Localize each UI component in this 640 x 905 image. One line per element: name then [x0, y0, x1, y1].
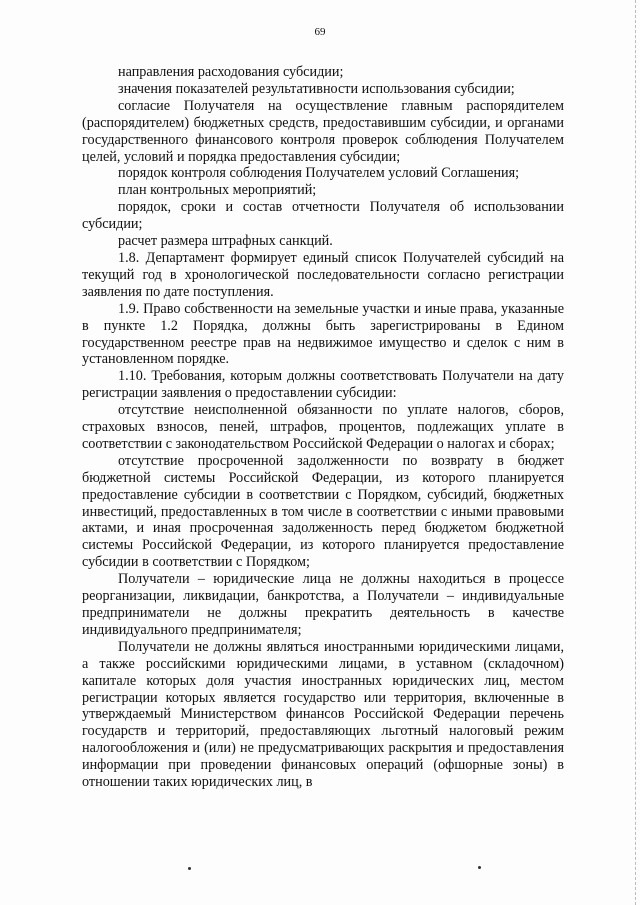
paragraph: 1.10. Требования, которым должны соответствовать Получатели на дату регистрации заявления о предоставлении субсидии:: [82, 368, 564, 402]
paragraph: Получатели – юридические лица не должны находиться в процессе реорганизации, ликвидации, банкротства, а Получатели – индивидуальные предприниматели не должны прекратить деятельность в качестве индивидуального предпринимателя;: [82, 571, 564, 638]
paragraph: значения показателей результативности использования субсидии;: [118, 80, 515, 97]
paragraph: согласие Получателя на осуществление главным распорядителем (распорядителем) бюджетных средств, предоставившим субсидии, и органами государственного финансового контроля проверок соблюдения Получателем целей, условий и порядка предоставления субсидии;: [82, 97, 564, 165]
page-number: 69: [314, 26, 326, 38]
paragraph: Получатели не должны являться иностранными юридическими лицами, а также российскими юридическими лицами, в уставном (складочном) капитале которых доля участия иностранных юридических лиц, местом регистрации которых является государство или территория, включенные в утверждаемый Министерством финансов Российской Федерации перечень государств и территорий, предоставляющих льготный налоговый режим налогообложения и (или) не предусматривающих раскрытия и предоставления информации при проведении финансовых операций (офшорные зоны) в отношении таких юридических лиц, в: [82, 638, 564, 791]
paragraph: план контрольных мероприятий;: [118, 182, 317, 199]
scan-dot: [478, 866, 481, 869]
document-body: [82, 64, 564, 791]
paragraph: направления расходования субсидии;: [118, 64, 344, 80]
paragraph: расчет размера штрафных санкций.: [118, 233, 333, 250]
scan-edge-line: [634, 0, 636, 905]
paragraph: 1.9. Право собственности на земельные участки и иные права, указанные в пункте 1.2 Порядка, должны быть зарегистрированы в Едином государственном реестре прав на недвижимое имущество и сделок с ним в установленном порядке.: [82, 300, 564, 368]
paragraph: отсутствие неисполненной обязанности по уплате налогов, сборов, страховых взносов, пеней, штрафов, процентов, подлежащих уплате в соответствии с законодательством Российской Федерации о налогах и сборах;: [82, 402, 564, 452]
paragraph: порядок, сроки и состав отчетности Получателя об использовании субсидии;: [82, 199, 564, 233]
paragraph: 1.8. Департамент формирует единый список Получателей субсидий на текущий год в хронологической последовательности согласно регистрации заявления по дате поступления.: [82, 249, 564, 300]
paragraph: отсутствие просроченной задолженности по возврату в бюджет бюджетной системы Российской Федерации, из которого планируется предоставление субсидии в соответствии с Порядком, субсидий, бюджетных инвестиций, предоставленных в том числе в соответствии с иными правовыми актами, и иная просроченная задолженность перед бюджетом бюджетной системы Российской Федерации, из которого планируется предоставление субсидии в соответствии с Порядком;: [82, 452, 564, 571]
paragraph: порядок контроля соблюдения Получателем условий Соглашения;: [118, 165, 520, 182]
scan-dot: [188, 867, 191, 870]
